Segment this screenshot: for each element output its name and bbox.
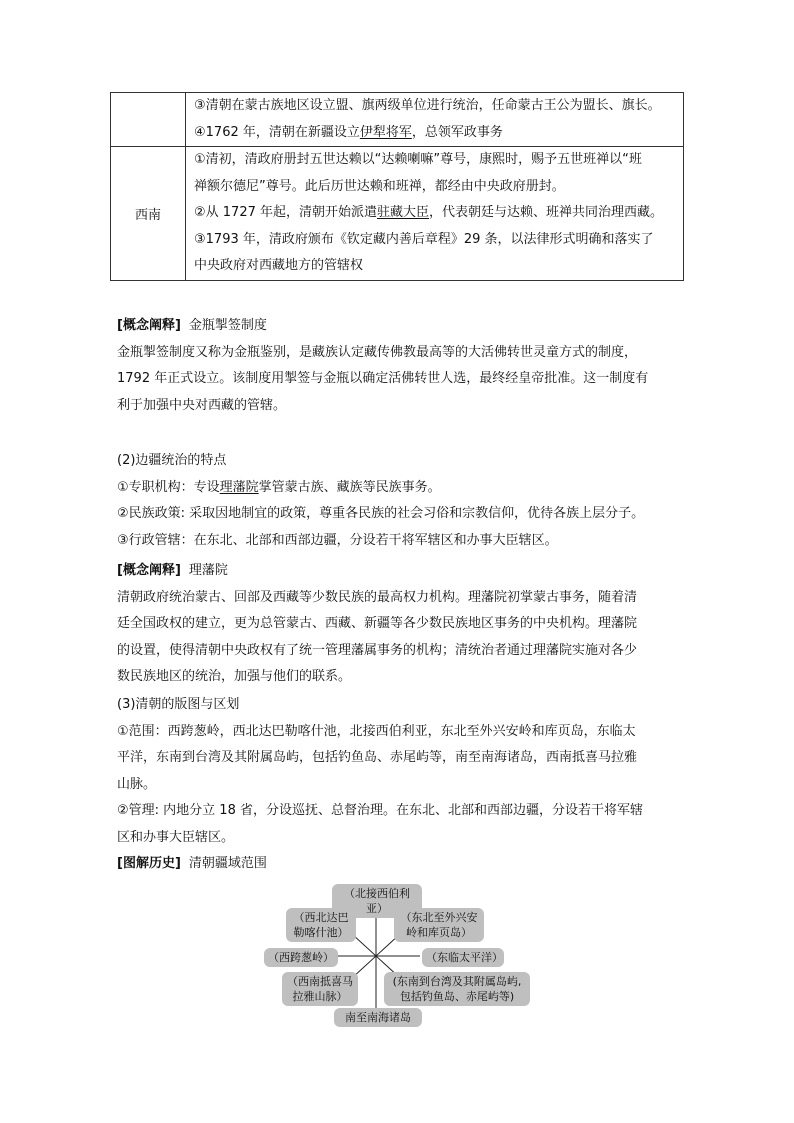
south-box: 南至南海诸岛 [334,1008,422,1027]
southwest-box: （西南抵喜马 拉雅山脉） [282,972,358,1006]
underlined-term: 理藩院 [219,479,259,495]
table-row [111,147,684,281]
list-item: ①专职机构：专设理藩院掌管蒙古族、藏族等民族事务。 [117,479,441,495]
paragraph-line: 山脉。 [117,776,157,792]
concept-tag: [概念阐释] [117,563,181,578]
content-cell [186,93,684,147]
table-line: ①清初，清政府册封五世达赖以“达赖喇嘛”尊号，康熙时，赐予五世班禅以“班 [194,152,642,167]
list-item: ②民族政策: 采取因地制宜的政策，尊重各民族的社会习俗和宗教信仰，优待各族上层分子。 [117,506,645,521]
concept-title: 金瓶掣签制度 [188,318,267,333]
concept-title: 理藩院 [188,563,228,578]
north-box: （北接西伯利亚） [332,884,422,918]
table-line: 中央政府对西藏地方的管辖权 [194,258,364,273]
section-heading: (3)清朝的版图与区划 [117,697,240,712]
paragraph-line: 的设置，使得清朝中央政权有了统一管理藩属事务的机构；清统治者通过理藩院实施对各少 [117,642,638,658]
concept-tag: [概念阐释] [117,318,181,333]
concept-golden-urn [117,313,687,419]
concept-lifanyuan [117,558,687,691]
section-territory [117,692,687,878]
southeast-box: (东南到台湾及其附属岛屿, 包括钓鱼岛、赤尾屿等) [384,972,530,1006]
table-line: ②从 1727 年起，清朝开始派遣驻藏大臣，代表朝廷与达赖、班禅共同治理西藏。 [194,205,664,220]
northwest-box: （西北达巴 勒喀什池） [286,908,356,942]
table-row [111,93,684,147]
list-item: ③行政管辖：在东北、北部和西部边疆，分设若干将军辖区和办事大臣辖区。 [117,532,558,548]
table-line: 禅额尔德尼”尊号。此后历世达赖和班禅，都经由中央政府册封。 [194,178,565,194]
content-cell [186,147,684,281]
section-heading: (2)边疆统治的特点 [117,453,227,468]
diagram-title: 清朝疆域范围 [188,856,267,871]
paragraph-line: 清朝政府统治蒙古、回部及西藏等少数民族的最高权力机构。理藩院初掌蒙古事务，随着清 [117,589,638,605]
east-box: （东临太平洋） [422,948,504,967]
underlined-term: 驻藏大臣 [377,205,430,220]
paragraph-line: 1792 年正式设立。该制度用掣签与金瓶以确定活佛转世人选，最终经皇帝批准。这一制度有 [117,371,649,386]
paragraph-line: 利于加强中央对西藏的管辖。 [117,397,287,413]
territory-diagram [262,882,542,1032]
section-frontier-features [117,448,687,554]
paragraph-line: 廷全国政权的建立，更为总管蒙古、西藏、新疆等各少数民族地区事务的中央机构。理藩院 [117,616,638,631]
frontier-table [110,92,684,281]
paragraph-line: 平洋，东南到台湾及其附属岛屿，包括钓鱼岛、赤尾屿等，南至南海诸岛，西南抵喜马拉雅 [117,750,638,765]
paragraph-line: ①范围：西跨葱岭，西北达巴勒喀什池，北接西伯利亚，东北至外兴安岭和库页岛，东临太 [117,723,636,739]
underlined-term: 伊犁将军 [359,124,412,140]
diagram-tag: [图解历史] [117,856,181,871]
west-box: （西跨葱岭） [264,948,338,967]
paragraph-line: 数民族地区的统治，加强与他们的联系。 [117,669,352,684]
region-cell: 西南 [111,147,186,281]
paragraph-line: 金瓶掣签制度又称为金瓶鉴别，是藏族认定藏传佛教最高等的大活佛转世灵童方式的制度， [117,344,638,360]
table-line: ③清朝在蒙古族地区设立盟、旗两级单位进行统治，任命蒙古王公为盟长、旗长。 [194,98,661,113]
region-cell [111,93,186,147]
paragraph-line: 区和办事大臣辖区。 [117,829,235,845]
table-line: ③1793 年，清政府颁布《钦定藏内善后章程》29 条，以法律形式明确和落实了 [194,231,654,247]
paragraph-line: ②管理: 内地分立 18 省，分设巡抚、总督治理。在东北、北部和西部边疆，分设若干将军辖 [117,803,643,818]
northeast-box: （东北至外兴安 岭和库页岛） [394,908,484,942]
table-line: ④1762 年，清朝在新疆设立伊犁将军，总领军政事务 [194,124,503,140]
